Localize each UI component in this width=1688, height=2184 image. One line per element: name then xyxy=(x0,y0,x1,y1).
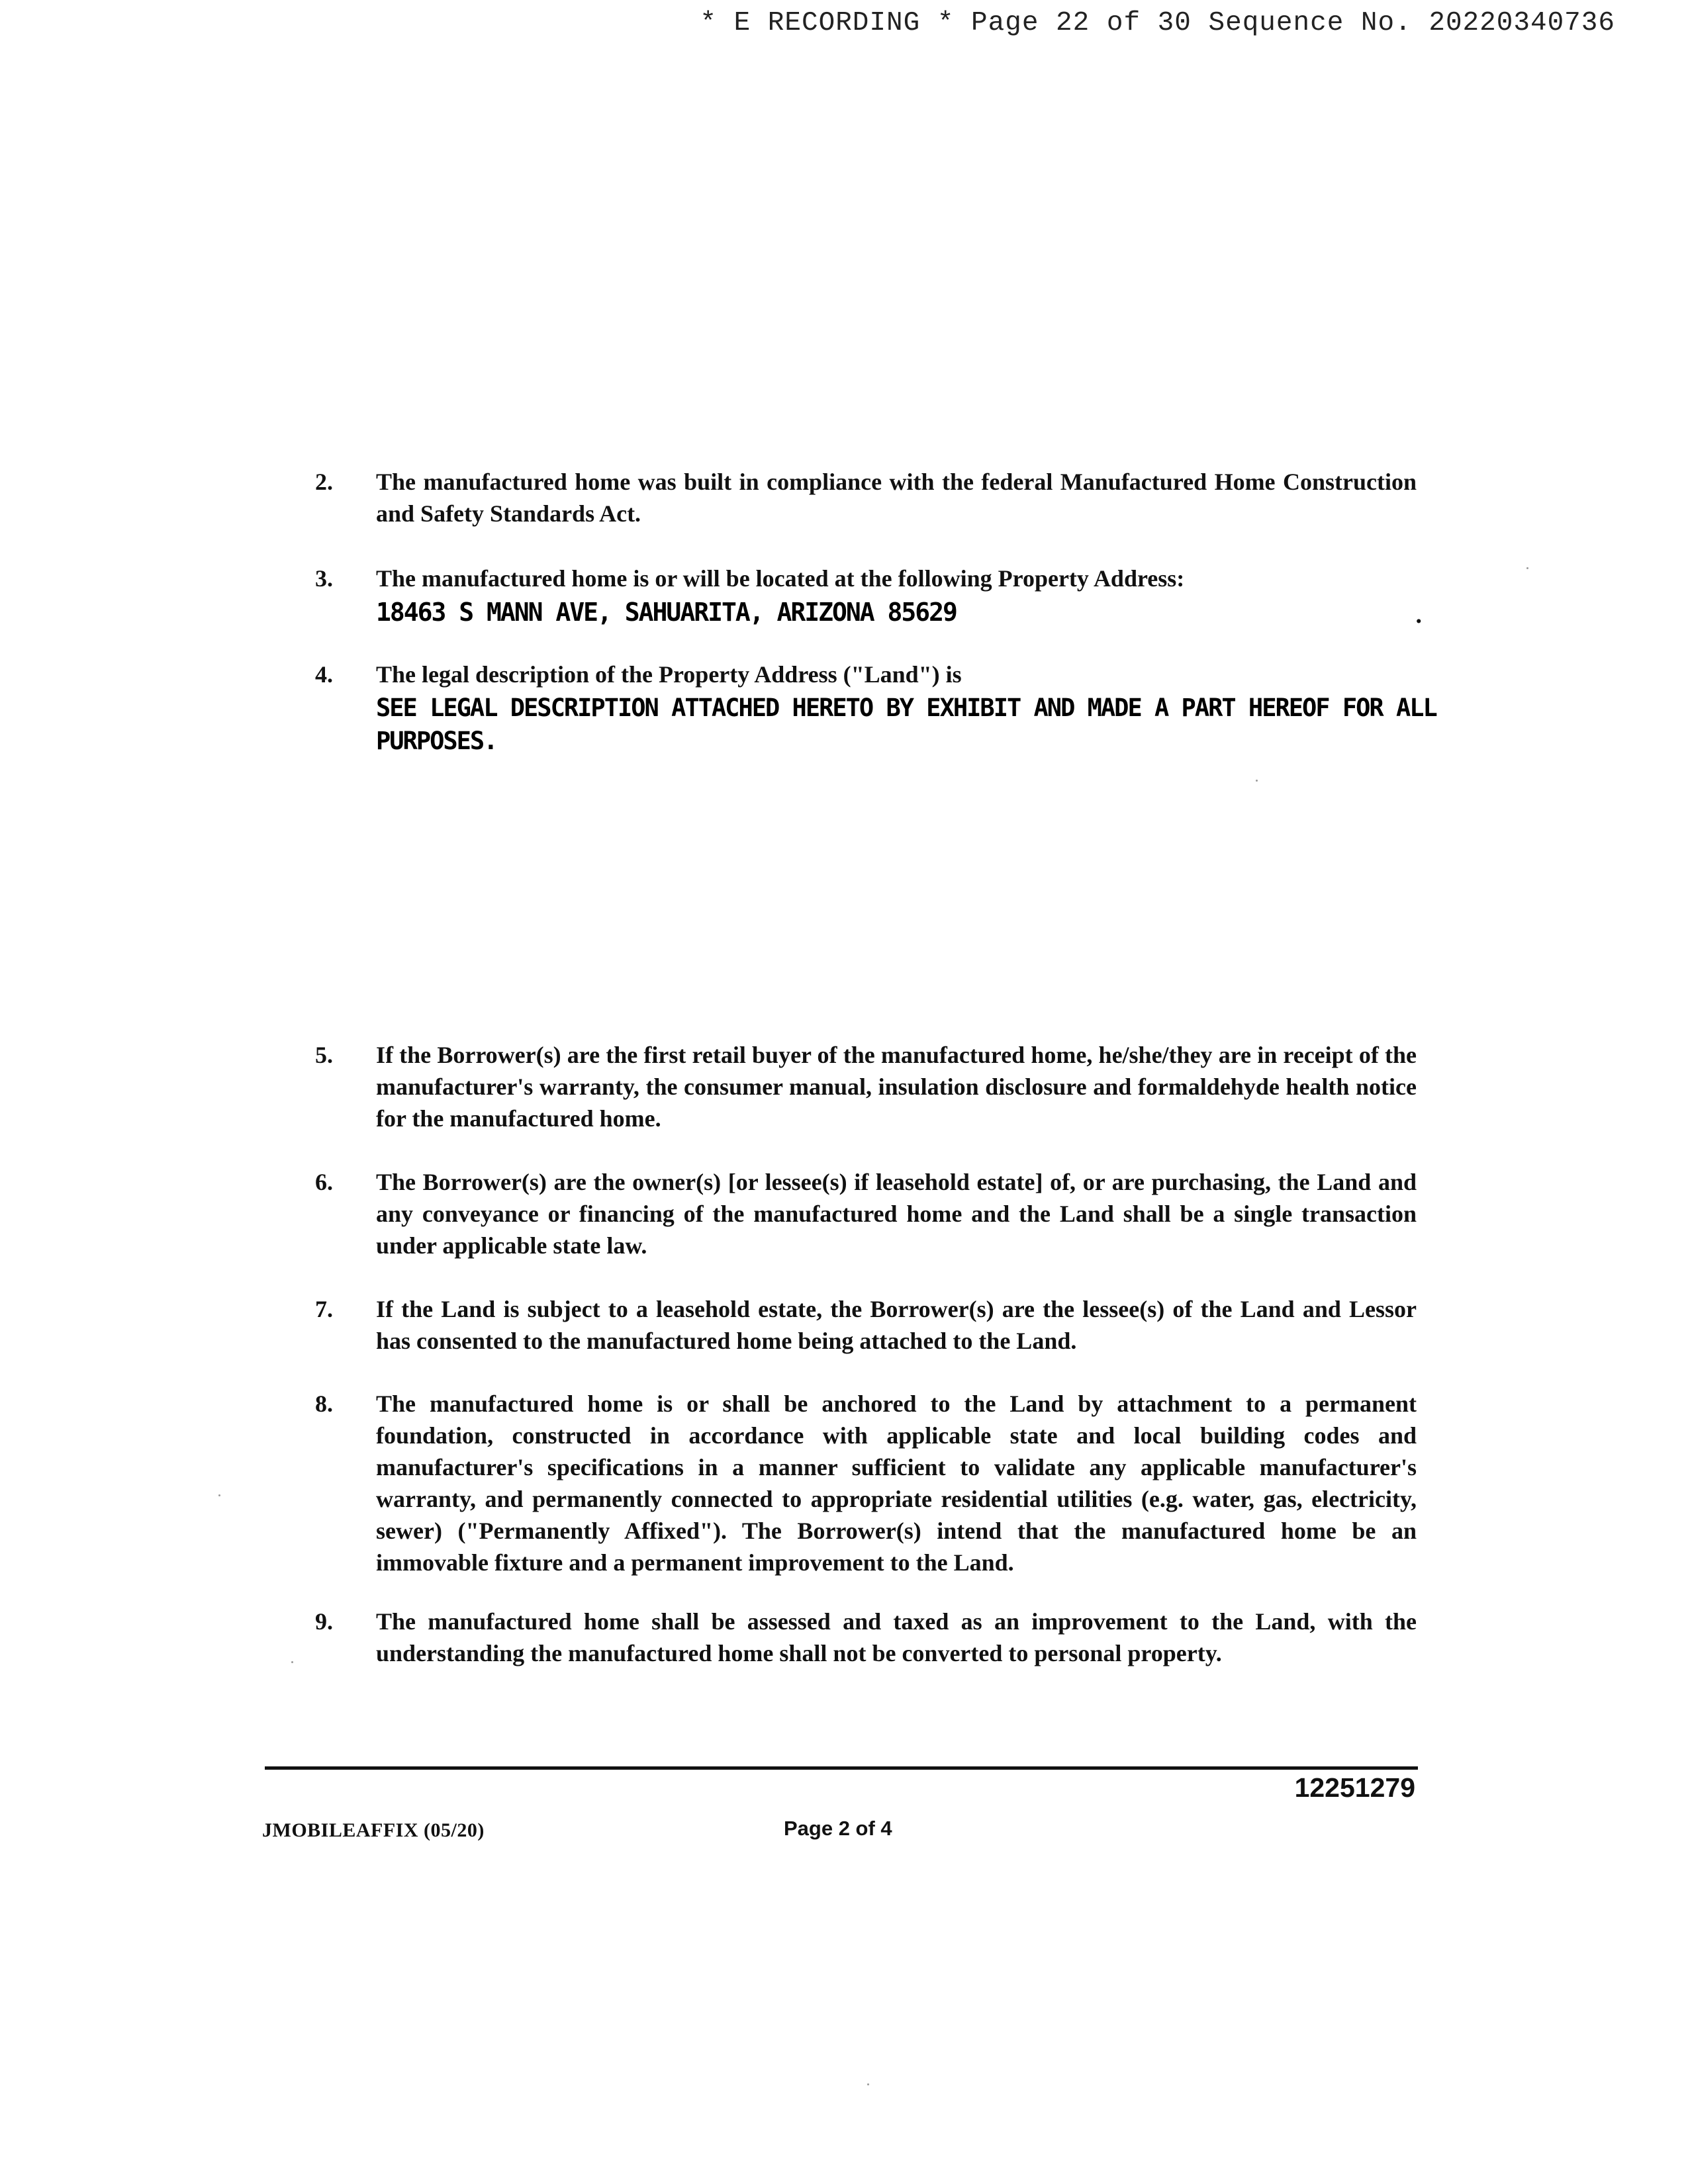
item-number: 3. xyxy=(315,565,333,592)
item-text: The manufactured home is or will be located at the following Property Address: xyxy=(376,565,1185,592)
list-item xyxy=(315,1293,1417,1357)
list-item xyxy=(315,1388,1417,1578)
page-indicator: Page 2 of 4 xyxy=(784,1817,892,1840)
item-text: The legal description of the Property Address ("Land") is xyxy=(376,661,962,688)
item-text: If the Land is subject to a leasehold estate, the Borrower(s) are the lessee(s) of the Land and Lessor has consented to the manufactured home being attached to the Land. xyxy=(376,1296,1417,1354)
list-item xyxy=(315,563,1422,629)
list-item xyxy=(315,466,1417,529)
form-code: JMOBILEAFFIX (05/20) xyxy=(262,1819,485,1841)
loan-number: 12251279 xyxy=(1294,1772,1415,1803)
item-text: The manufactured home shall be assessed and taxed as an improvement to the Land, with the understanding the manufactured home shall not be converted to personal property. xyxy=(376,1608,1417,1666)
property-address-value: 18463 S MANN AVE, SAHUARITA, ARIZONA 85629 xyxy=(376,598,957,627)
trailing-period: . xyxy=(1415,601,1422,629)
item-number: 6. xyxy=(315,1169,333,1195)
item-number: 4. xyxy=(315,661,333,688)
item-text: The Borrower(s) are the owner(s) [or lessee(s) if leasehold estate] of, or are purchasing, the Land and any conveyance or financing of the manufactured home and the Land shall be a single transaction under applicable state law. xyxy=(376,1169,1417,1259)
item-number: 8. xyxy=(315,1390,333,1417)
item-number: 5. xyxy=(315,1042,333,1068)
scan-speck xyxy=(291,1661,293,1663)
list-item xyxy=(315,659,1436,758)
legal-description-value: SEE LEGAL DESCRIPTION ATTACHED HERETO BY EXHIBIT AND MADE A PART HEREOF FOR ALL PURPOSES. xyxy=(376,694,1436,755)
item-text: If the Borrower(s) are the first retail buyer of the manufactured home, he/she/they are in receipt of the manufacturer's warranty, the consumer manual, insulation disclosure and formaldehyde health notice for the manufactured home. xyxy=(376,1042,1417,1132)
item-number: 7. xyxy=(315,1296,333,1322)
list-item xyxy=(315,1166,1417,1261)
scan-speck xyxy=(1256,780,1258,782)
scan-speck xyxy=(1526,567,1528,569)
item-text: The manufactured home is or shall be anchored to the Land by attachment to a permanent foundation, constructed in accordance with applicable state and local building codes and manufacturer's specifications in a manner sufficient to validate any applicable manufacturer's warranty, and permanently connected to appropriate residential utilities (e.g. water, gas, electricity, sewer) ("Permanently Affixed"). The Borrower(s) intend that the manufactured home be an immovable fixture and a permanent improvement to the Land. xyxy=(376,1390,1417,1576)
scan-speck xyxy=(218,1494,220,1496)
item-text: The manufactured home was built in compliance with the federal Manufactured Home Construction and Safety Standards Act. xyxy=(376,469,1417,527)
list-item xyxy=(315,1606,1417,1669)
property-address-row xyxy=(376,596,1422,629)
list-item xyxy=(315,1039,1417,1134)
item-number: 2. xyxy=(315,469,333,495)
footer-divider xyxy=(265,1766,1418,1770)
item-number: 9. xyxy=(315,1608,333,1635)
scan-speck xyxy=(867,2083,869,2085)
recording-header: * E RECORDING * Page 22 of 30 Sequence No. 20220340736 xyxy=(700,8,1615,38)
